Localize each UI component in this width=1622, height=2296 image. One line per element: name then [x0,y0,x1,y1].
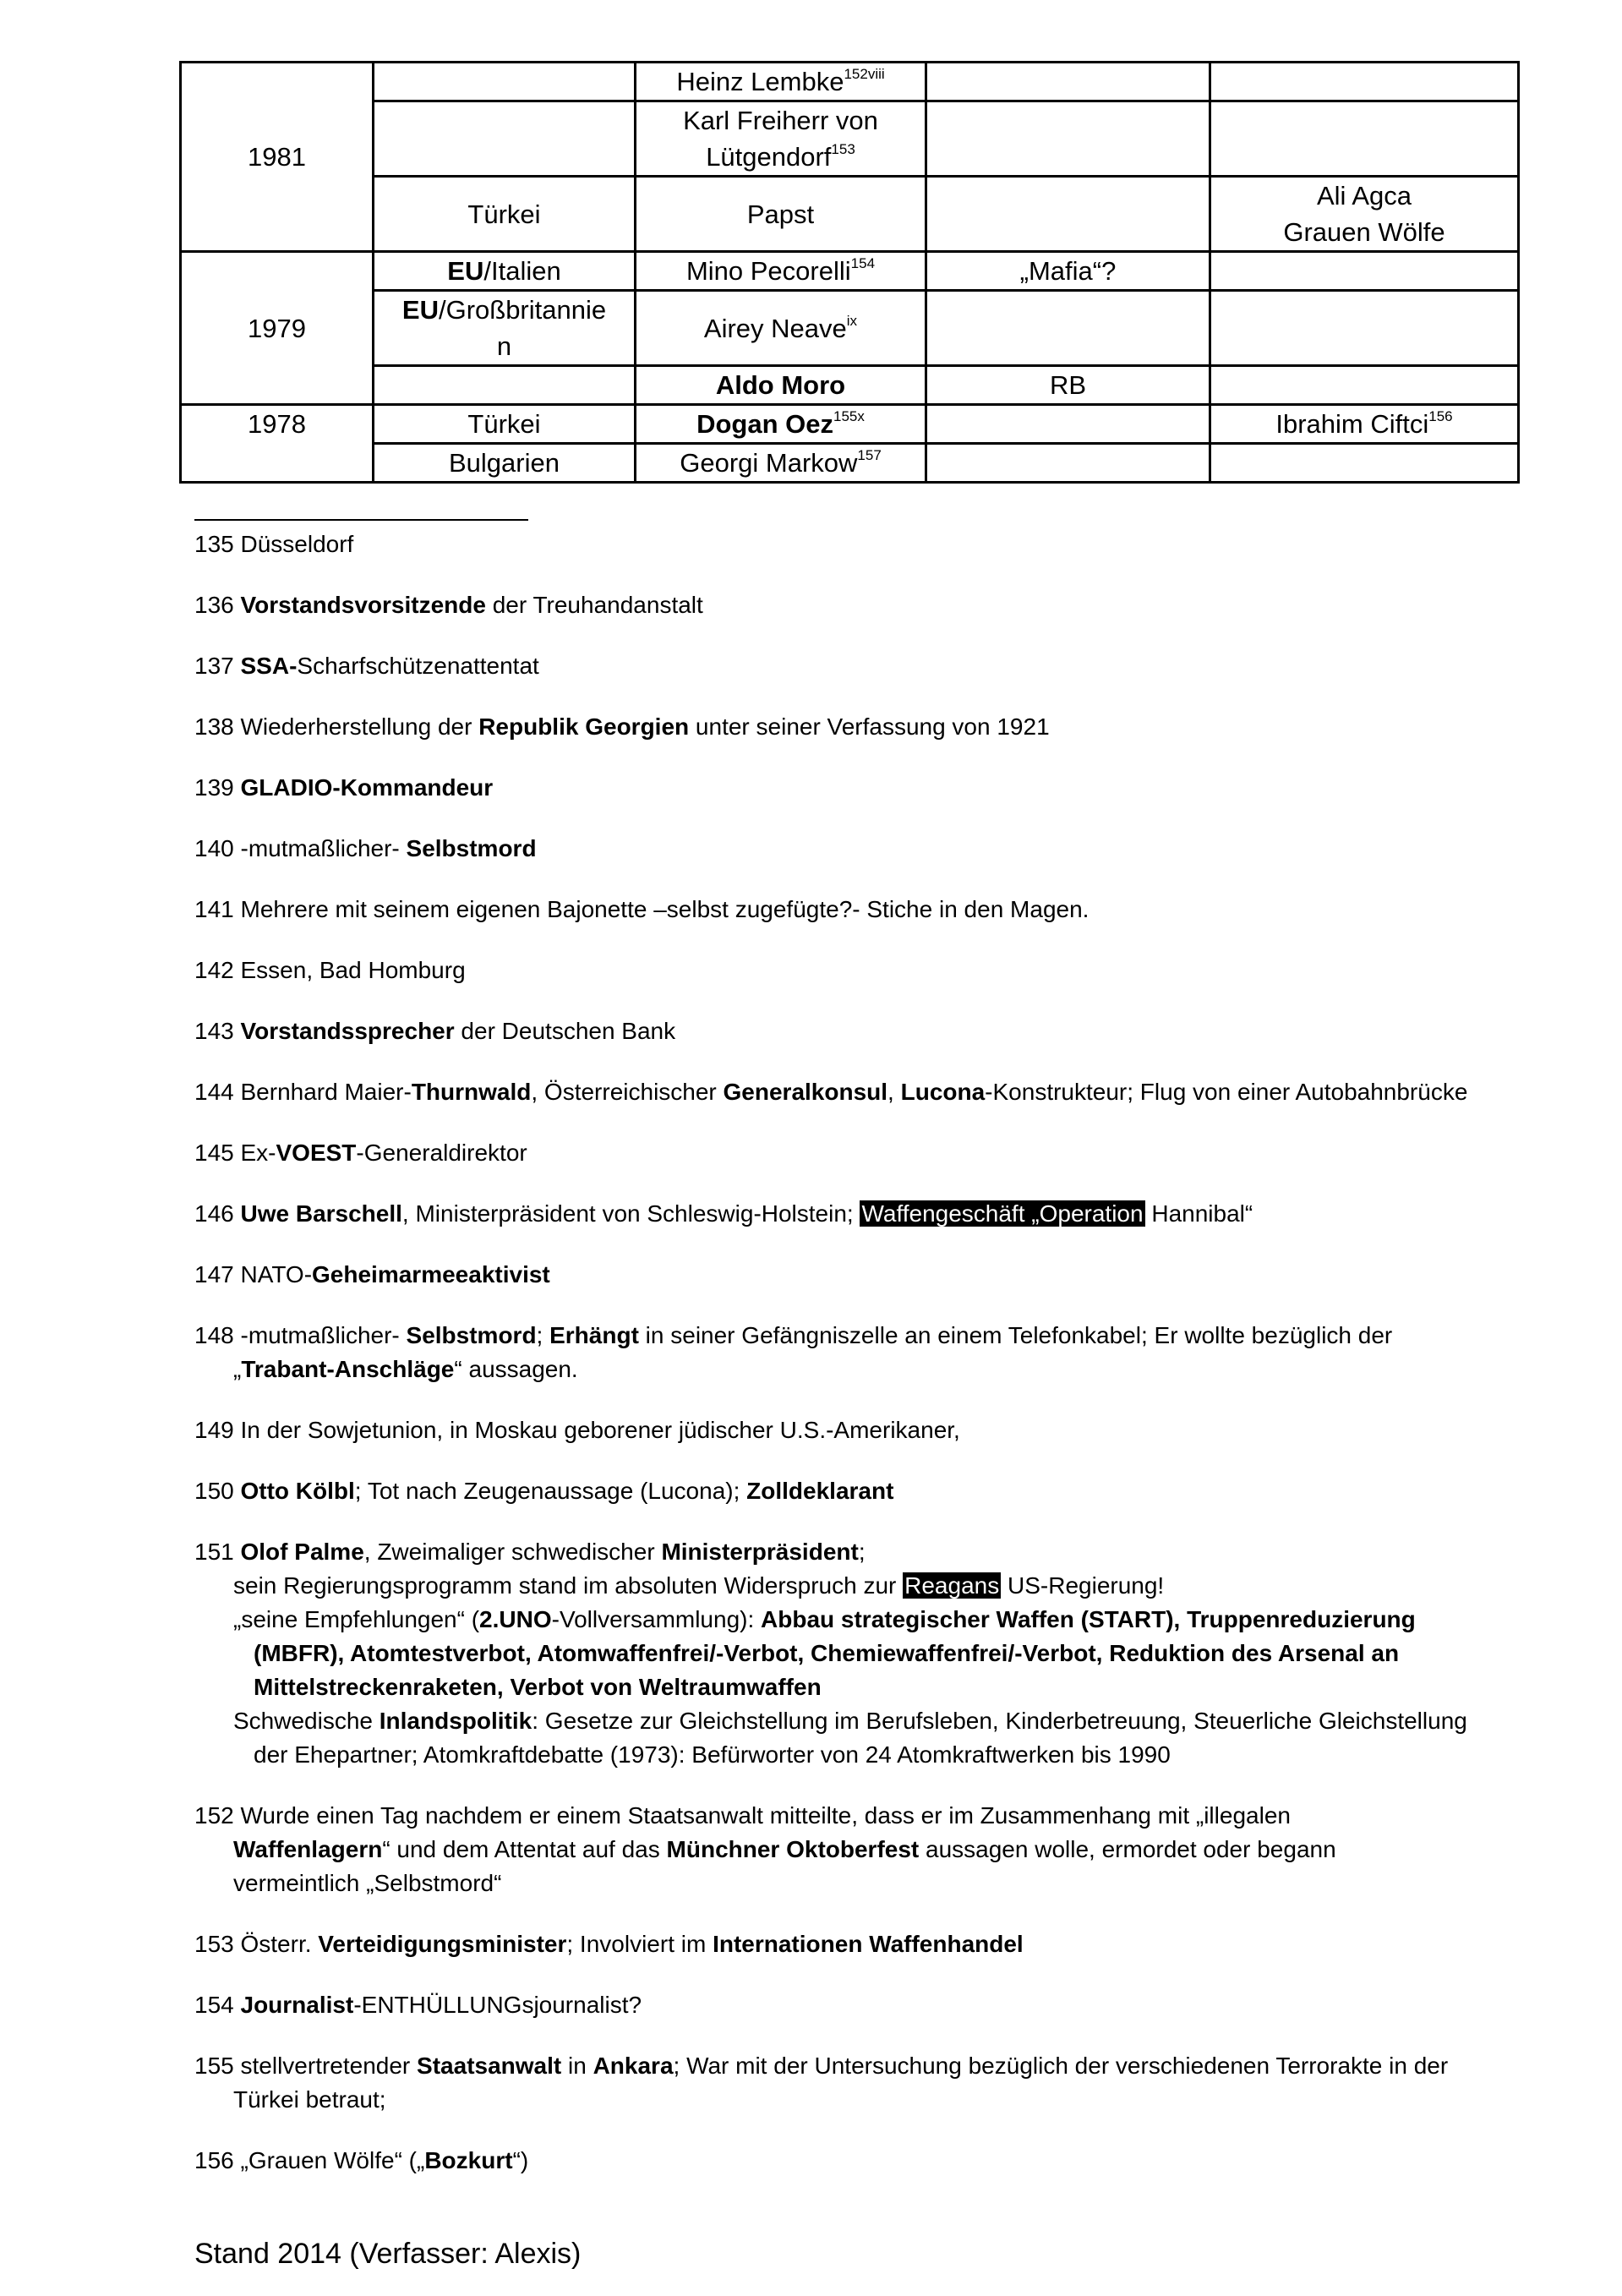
victim-cell: Mino Pecorelli$^{154}$ [636,252,926,291]
country-cell: Türkei [374,405,636,444]
footnote-136: 136 Vorstandsvorsitzende der Treuhandanstalt [194,592,703,618]
footnote-140: 140 -mutmaßlicher- Selbstmord [194,835,537,861]
table-row [181,63,1519,101]
footnote-152: 152 Wurde einen Tag nachdem er einem Staatsanwalt mitteilte, dass er im Zusammenhang mit „illegalen Waffenlagern“ und dem Attentat auf das Münchner Oktoberfest aussagen wolle, ermordet oder begann vermeintlich „Selbstmord“ [194,1802,1336,1896]
highlighted-text: Waffengeschäft „Operation [861,1200,1144,1227]
footnote-141: 141 Mehrere mit seinem eigenen Bajonette –selbst zugefügte?- Stiche in den Magen. [194,896,1090,922]
country-cell: Bulgarien [374,444,636,483]
table-row [181,405,1519,444]
group-cell: RB [926,366,1210,405]
footnote-ref: 156 [1428,408,1453,424]
footnote-147: 147 NATO-Geheimarmeeaktivist [194,1261,550,1287]
footnote-ref: 155x [833,408,865,424]
group-cell [926,444,1210,483]
perpetrator-cell [1210,291,1519,366]
country-cell [374,366,636,405]
footnote-146: 146 Uwe Barschell, Ministerpräsident von Schleswig-Holstein; Waffengeschäft „Operation Hannibal“ [194,1200,1253,1227]
group-cell: „Mafia“? [926,252,1210,291]
footnote-156: 156 „Grauen Wölfe“ („Bozkurt“) [194,2147,529,2173]
footnote-143: 143 Vorstandssprecher der Deutschen Bank [194,1018,676,1044]
group-cell [926,177,1210,252]
victim-cell: Papst [636,177,926,252]
footnote-145: 145 Ex-VOEST-Generaldirektor [194,1140,527,1166]
footnote-144: 144 Bernhard Maier-Thurnwald, Österreichischer Generalkonsul, Lucona-Konstrukteur; Flug von einer Autobahnbrücke [194,1079,1468,1105]
chronology-table [179,61,1520,484]
table-row [181,177,1519,252]
country-cell: Türkei [374,177,636,252]
footnote-ref: 154 [850,255,876,271]
footnote-148: 148 -mutmaßlicher- Selbstmord; Erhängt in seiner Gefängniszelle an einem Telefonkabel; Er wollte bezüglich der „Trabant-Anschläge“ aussagen. [194,1322,1393,1382]
footnote-150: 150 Otto Kölbl; Tot nach Zeugenaussage (Lucona); Zolldeklarant [194,1478,894,1504]
group-cell [926,291,1210,366]
year-cell: 1981 [181,63,374,252]
footnote-154: 154 Journalist-ENTHÜLLUNGsjournalist? [194,1992,642,2018]
country-cell: EU/Italien [374,252,636,291]
year-cell: 1979 [181,252,374,405]
footnote-155: 155 stellvertretender Staatsanwalt in Ankara; War mit der Untersuchung bezüglich der verschiedenen Terrorakte in der Türkei betraut; [194,2053,1449,2113]
footnote-ref: 157 [857,447,882,463]
highlighted-text: Reagans [904,1572,1000,1599]
page-footer: Stand 2014 (Verfasser: Alexis) [194,2238,582,2270]
country-cell [374,63,636,101]
group-cell [926,405,1210,444]
perpetrator-cell: Ibrahim Ciftci$^{156}$ [1210,405,1519,444]
table-row [181,366,1519,405]
country-cell [374,101,636,177]
victim-cell: Heinz Lembke$^{152viii}$ [636,63,926,101]
victim-cell: Georgi Markow$^{157}$ [636,444,926,483]
footnote-139: 139 GLADIO-Kommandeur [194,774,494,801]
footnote-ref: 152viii [844,66,885,82]
footnote-151: 151 Olof Palme, Zweimaliger schwedischer Ministerpräsident; sein Regierungsprogramm stand im absoluten Widerspruch zur Reagans US-Regierung! „seine Empfehlungen“ (2.UNO-Vollversammlung): Abbau strategischer Waffen (START), Truppenreduzierung (MBFR), Atomtestverbot, Atomwaffenfrei/-Verbot, Chemiewaffenfrei/-Verbot, Reduktion des Arsenal an Mittelstreckenraketen, Verbot von Weltraumwaffen Schwedische Inlandspolitik: Gesetze zur Gleichstellung im Berufsleben, Kinderbetreuung, Steuerliche Gleichstellung der Ehepartner; Atomkraftdebatte (1973): Befürworter von 24 Atomkraftwerken bis 1990 [194,1539,1467,1768]
footnote-153: 153 Österr. Verteidigungsminister; Involviert im Internationen Waffenhandel [194,1931,1024,1957]
victim-cell: Karl Freiherr von Lütgendorf$^{153}$ [636,101,926,177]
year-cell: 1978 [181,405,374,483]
victim-cell: Airey Neave$^{ix}$ [636,291,926,366]
table-row [181,291,1519,366]
group-cell [926,63,1210,101]
footnote-138: 138 Wiederherstellung der Republik Georgien unter seiner Verfassung von 1921 [194,713,1050,740]
footnote-149: 149 In der Sowjetunion, in Moskau geborener jüdischer U.S.-Amerikaner, [194,1417,960,1443]
table-row [181,101,1519,177]
footnote-separator [194,519,528,521]
footnote-137: 137 SSA-Scharfschützenattentat [194,653,539,679]
victim-cell: Dogan Oez$^{155x}$ [636,405,926,444]
country-cell: EU/Großbritannie n [374,291,636,366]
perpetrator-cell: Ali Agca Grauen Wölfe [1210,177,1519,252]
table-row [181,444,1519,483]
perpetrator-cell [1210,444,1519,483]
perpetrator-cell [1210,101,1519,177]
table-row [181,252,1519,291]
footnote-ref: 153 [831,141,855,157]
victim-cell: Aldo Moro [636,366,926,405]
footnote-ref: ix [846,312,858,329]
footnote-135: 135 Düsseldorf [194,531,354,557]
perpetrator-cell [1210,252,1519,291]
perpetrator-cell [1210,366,1519,405]
group-cell [926,101,1210,177]
perpetrator-cell [1210,63,1519,101]
footnote-142: 142 Essen, Bad Homburg [194,957,466,983]
